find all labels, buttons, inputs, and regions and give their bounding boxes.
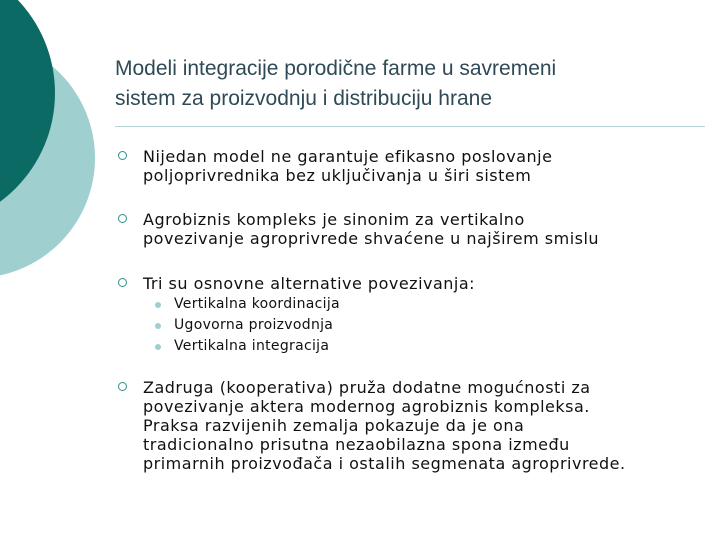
text-line: povezivanje aktera modernog agrobiznis kompleksa.: [143, 397, 590, 416]
dot-bullet-icon: [155, 323, 161, 329]
text-line: Zadruga (kooperativa) pruža dodatne mogućnosti za: [143, 378, 591, 397]
sub-bullet-text: Vertikalna koordinacija: [174, 296, 340, 312]
dot-bullet-icon: [155, 302, 161, 308]
text-line: Nijedan model ne garantuje efikasno poslovanje: [143, 147, 553, 166]
bullet-item-text: [143, 274, 703, 293]
text-line: poljoprivrednika bez uključivanja u širi sistem: [143, 166, 532, 185]
text-line: Praksa razvijenih zemalja pokazuje da je ona: [143, 416, 525, 435]
slide-title: [115, 54, 695, 114]
circle-bullet-icon: [118, 151, 127, 160]
text-line: tradicionalno prisutna nezaobilazna spona između: [143, 435, 570, 454]
text-line: povezivanje agroprivrede shvaćene u najširem smislu: [143, 229, 600, 248]
circle-bullet-icon: [118, 278, 127, 287]
dot-bullet-icon: [155, 344, 161, 350]
title-line-2: sistem za proizvodnju i distribuciju hrane: [115, 87, 493, 110]
bullet-item-text: [143, 378, 703, 473]
circle-bullet-icon: [118, 214, 127, 223]
bullet-item-text: [143, 147, 703, 185]
circle-bullet-icon: [118, 382, 127, 391]
bullet-item-text: [143, 210, 703, 248]
title-divider: [115, 126, 705, 127]
sub-bullet-text: Ugovorna proizvodnja: [174, 317, 334, 333]
text-line: primarnih proizvođača i ostalih segmenata agroprivrede.: [143, 454, 626, 473]
text-line: Agrobiznis kompleks je sinonim za vertikalno: [143, 210, 525, 229]
title-line-1: Modeli integracije porodične farme u savremeni: [115, 57, 557, 80]
text-line: Tri su osnovne alternative povezivanja:: [143, 274, 476, 293]
sub-bullet-text: Vertikalna integracija: [174, 338, 330, 354]
